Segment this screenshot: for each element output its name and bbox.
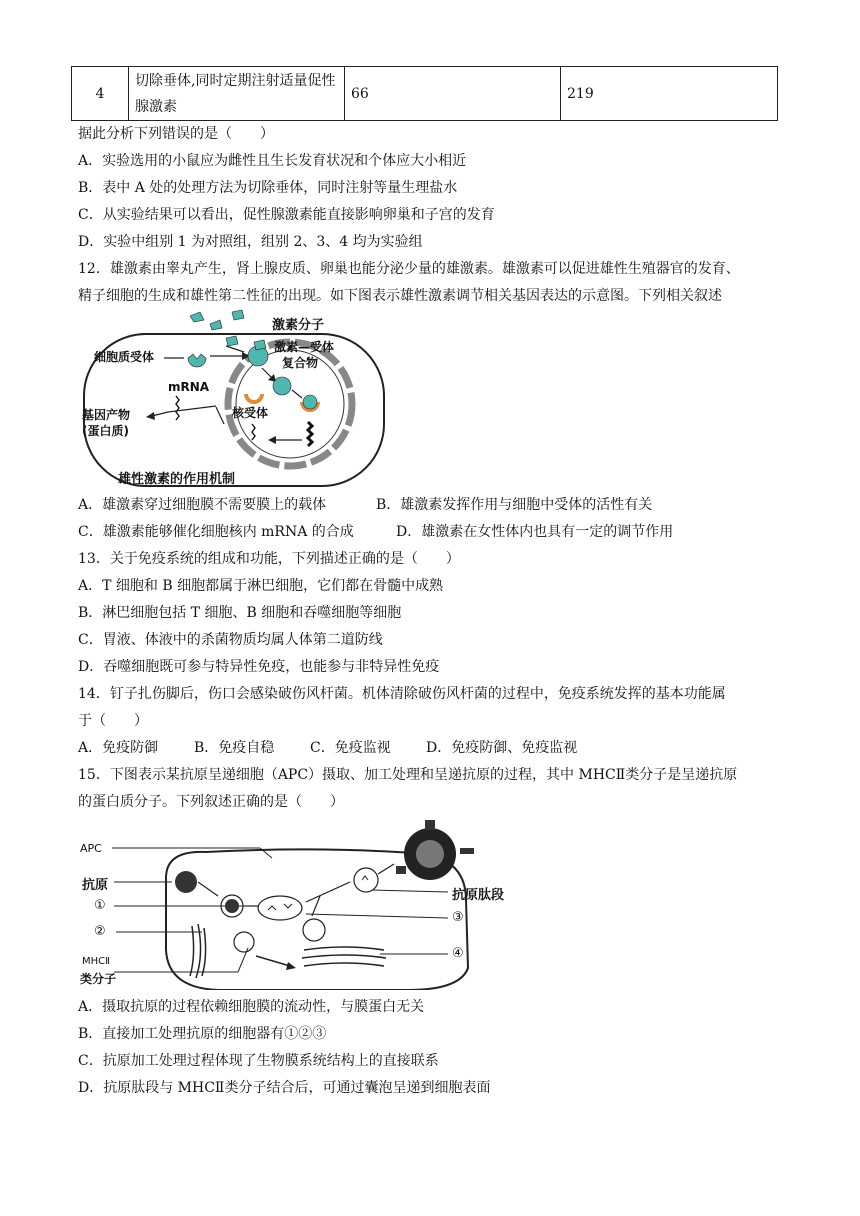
q11-option-d: D．实验中组别 1 为对照组，组别 2、3、4 均为实验组 [78,234,423,250]
q14-option-a: A．免疫防御 [78,740,159,756]
diagram-caption: 雄性激素的作用机制 [118,472,236,487]
mrna-label: mRNA [168,380,210,394]
label-1: ① [94,898,106,913]
q15-option-c: C．抗原加工处理过程体现了生物膜系统结构上的直接联系 [78,1053,439,1069]
q15-option-a: A．摄取抗原的过程依赖细胞膜的流动性，与膜蛋白无关 [78,999,425,1015]
q13-option-b: B．淋巴细胞包括 T 细胞、B 细胞和吞噬细胞等细胞 [78,605,402,621]
value1-cell: 66 [345,67,561,121]
q12-option-c: C．雄激素能够催化细胞核内 mRNA 的合成 [78,524,354,540]
q14-option-c: C．免疫监视 [310,740,391,756]
q12-option-a: A．雄激素穿过细胞膜不需要膜上的载体 [78,497,327,513]
nuclear-receptor-label: 核受体 [232,406,269,420]
results-table [71,66,778,121]
q11-option-c: C．从实验结果可以看出，促性腺激素能直接影响卵巢和子宫的发育 [78,207,495,223]
apc-label: APC [80,842,102,855]
table-row [72,67,778,121]
q11-option-b: B．表中 A 处的处理方法为切除垂体，同时注射等量生理盐水 [78,180,458,196]
q13-stem: 13．关于免疫系统的组成和功能，下列描述正确的是（ ） [78,551,460,567]
androgen-mechanism-figure [76,308,396,490]
q12-stem-line1: 12．雄激素由睾丸产生，肾上腺皮质、卵巢也能分泌少量的雄激素。雄激素可以促进雄性生殖器官的发育、 [78,261,740,277]
cytoplasm-receptor-label: 细胞质受体 [94,350,155,364]
q14-option-d: D．免疫防御、免疫监视 [426,740,578,756]
q15-stem-line1: 15．下图表示某抗原呈递细胞（APC）摄取、加工处理和呈递抗原的过程，其中 MHCⅡ类分子是呈递抗原 [78,767,738,783]
q12-option-b: B．雄激素发挥作用与细胞中受体的活性有关 [376,497,653,513]
q13-option-d: D．吞噬细胞既可参与特异性免疫，也能参与非特异性免疫 [78,659,440,675]
label-4: ④ [452,946,464,961]
q12-stem-line2: 精子细胞的生成和雄性第二性征的出现。如下图表示雄性激素调节相关基因表达的示意图。下列相关叙述 [78,288,722,304]
value2-cell: 219 [561,67,778,121]
group-cell: 4 [72,67,129,121]
label-3: ③ [452,910,464,925]
complex-label-line1: 激素—受体 [274,340,335,354]
complex-label-line2: 复合物 [282,356,319,370]
q12-option-d: D．雄激素在女性体内也具有一定的调节作用 [396,524,674,540]
apc-figure [80,818,500,990]
q14-stem-line2: 于（ ） [78,713,148,729]
q15-option-d: D．抗原肽段与 MHCⅡ类分子结合后，可通过囊泡呈递到细胞表面 [78,1080,491,1096]
label-2: ② [94,924,106,939]
q13-option-a: A．T 细胞和 B 细胞都属于淋巴细胞，它们都在骨髓中成熟 [78,578,444,594]
q13-option-c: C．胃液、体液中的杀菌物质均属人体第二道防线 [78,632,383,648]
q15-stem-line2: 的蛋白质分子。下列叙述正确的是（ ） [78,794,344,810]
treatment-cell: 切除垂体,同时定期注射适量促性腺激素 [129,67,345,121]
q14-stem-line1: 14．钉子扎伤脚后，伤口会感染破伤风杆菌。机体清除破伤风杆菌的过程中，免疫系统发挥的基本功能属 [78,686,726,702]
q11-stem: 据此分析下列错误的是（ ） [78,126,274,142]
gene-product-label-line1: 基因产物 [82,408,131,422]
q15-option-b: B．直接加工处理抗原的细胞器有①②③ [78,1026,327,1042]
androgen-mechanism-diagram [76,308,396,490]
mhc-label-line1: MHCⅡ [82,956,111,967]
apc-diagram [80,818,505,990]
q14-option-b: B．免疫自稳 [194,740,275,756]
gene-product-label-line2: (蛋白质) [82,424,129,438]
q11-option-a: A．实验选用的小鼠应为雌性且生长发育状况和个体应大小相近 [78,153,467,169]
peptide-label: 抗原肽段 [452,888,505,903]
hormone-label: 激素分子 [272,318,325,333]
antigen-label: 抗原 [82,878,109,893]
mhc-label-line2: 类分子 [80,972,117,986]
